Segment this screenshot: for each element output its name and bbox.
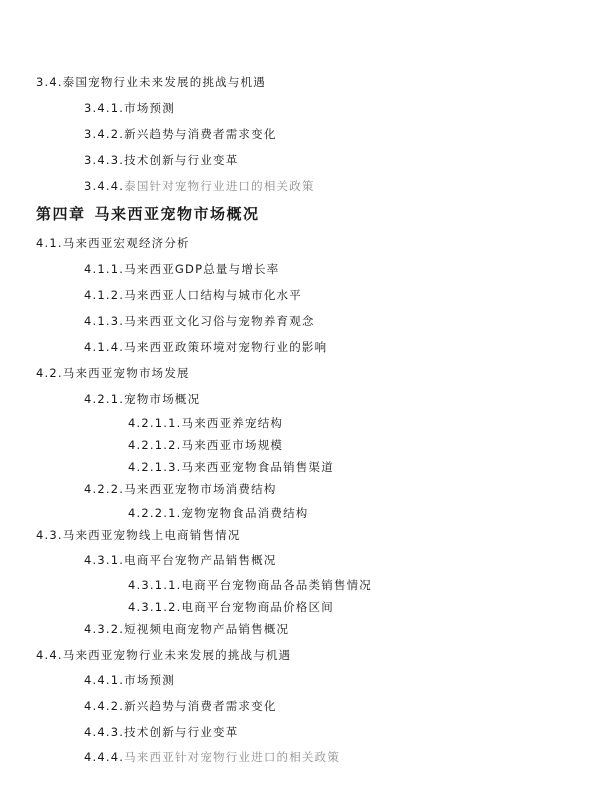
toc-entry-number: 第四章 [36,205,86,223]
toc-entry-title: 马来西亚政策环境对宠物行业的影响 [124,340,328,354]
toc-entry-title: 宠物宠物食品消费结构 [181,506,309,520]
toc-entry-number: 4.1.2. [84,288,125,302]
toc-entry-number: 4.4.1. [84,673,125,687]
toc-entry-number: 4.1. [36,236,63,250]
toc-entry-title: 马来西亚宠物行业未来发展的挑战与机遇 [62,648,292,662]
toc-entry-number: 4.3.1. [84,553,125,567]
toc-entry[interactable] [36,75,266,89]
toc-entry-title: 马来西亚市场规模 [181,438,284,452]
toc-entry[interactable] [84,101,175,115]
toc-entry-title: 电商平台宠物商品价格区间 [181,600,334,614]
toc-entry-title: 市场预测 [124,673,175,687]
toc-entry-number: 4.4. [36,648,63,662]
toc-entry-number: 3.4.1. [84,101,125,115]
toc-entry-number: 4.4.4. [84,750,125,764]
toc-entry-number: 3.4.3. [84,153,125,167]
toc-entry-number: 4.3.1.2. [128,600,182,614]
toc-entry[interactable] [128,460,334,474]
toc-entry-title: 新兴趋势与消费者需求变化 [124,699,277,713]
toc-entry[interactable] [36,528,241,542]
toc-entry[interactable] [84,482,277,496]
toc-entry-number: 4.2.2.1. [128,506,182,520]
toc-entry-title: 宠物市场概况 [124,392,201,406]
toc-entry[interactable] [84,750,340,764]
toc-entry-title: 技术创新与行业变革 [124,153,239,167]
toc-entry[interactable] [84,262,279,276]
toc-entry-number: 4.4.2. [84,699,125,713]
toc-entry[interactable] [84,673,175,687]
toc-entry[interactable] [128,600,334,614]
toc-entry-number: 4.3.2. [84,622,125,636]
toc-entry-title: 泰国针对宠物行业进口的相关政策 [124,179,315,193]
toc-entry[interactable] [84,314,315,328]
toc-entry[interactable] [84,127,277,141]
toc-entry[interactable] [84,725,238,739]
toc-entry[interactable] [128,506,309,520]
toc-entry-number: 3.4.2. [84,127,125,141]
toc-entry-title: 马来西亚宠物食品销售渠道 [181,460,334,474]
toc-entry-title: 技术创新与行业变革 [124,725,239,739]
toc-entry[interactable] [84,340,327,354]
toc-entry-number: 4.1.3. [84,314,125,328]
toc-entry-number: 4.2.2. [84,482,125,496]
toc-entry[interactable] [84,553,277,567]
toc-entry-title: 马来西亚文化习俗与宠物养育观念 [124,314,315,328]
toc-entry-number: 4.1.1. [84,262,125,276]
toc-entry-title: 马来西亚宏观经济分析 [62,236,190,250]
toc-entry-number: 4.4.3. [84,725,125,739]
toc-entry[interactable] [84,288,302,302]
toc-entry[interactable] [36,366,190,380]
toc-entry-title: 电商平台宠物产品销售概况 [124,553,277,567]
toc-entry[interactable] [84,392,200,406]
toc-entry-number: 4.2.1.2. [128,438,182,452]
toc-entry-number: 4.3.1.1. [128,578,182,592]
toc-entry-title: 泰国宠物行业未来发展的挑战与机遇 [62,75,266,89]
toc-entry-number: 3.4.4. [84,179,125,193]
toc-entry-number: 4.3. [36,528,63,542]
toc-entry-title: 马来西亚宠物市场概况 [94,205,260,223]
toc-entry-number: 4.2. [36,366,63,380]
chapter-heading[interactable] [36,205,260,223]
toc-entry-title: 马来西亚人口结构与城市化水平 [124,288,302,302]
toc-entry-number: 4.1.4. [84,340,125,354]
toc-entry-number: 4.2.1.3. [128,460,182,474]
toc-entry[interactable] [128,578,372,592]
toc-entry[interactable] [36,648,291,662]
toc-entry-title: 马来西亚针对宠物行业进口的相关政策 [124,750,341,764]
toc-entry-title: 电商平台宠物商品各品类销售情况 [181,578,372,592]
toc-entry-number: 3.4. [36,75,63,89]
toc-entry-number: 4.2.1.1. [128,416,182,430]
toc-entry-title: 市场预测 [124,101,175,115]
toc-entry[interactable] [84,699,277,713]
toc-entry-title: 马来西亚养宠结构 [181,416,284,430]
toc-entry[interactable] [128,416,283,430]
toc-entry-title: 马来西亚宠物市场发展 [62,366,190,380]
toc-entry-title: 马来西亚宠物市场消费结构 [124,482,277,496]
toc-entry-title: 马来西亚宠物线上电商销售情况 [62,528,241,542]
toc-entry[interactable] [84,622,289,636]
toc-entry[interactable] [84,153,238,167]
toc-entry[interactable] [128,438,283,452]
toc-entry[interactable] [36,236,190,250]
toc-entry-title: 短视频电商宠物产品销售概况 [124,622,290,636]
toc-entry-title: 新兴趋势与消费者需求变化 [124,127,277,141]
toc-entry[interactable] [84,179,315,193]
toc-entry-number: 4.2.1. [84,392,125,406]
toc-entry-title: 马来西亚GDP总量与增长率 [124,262,280,276]
